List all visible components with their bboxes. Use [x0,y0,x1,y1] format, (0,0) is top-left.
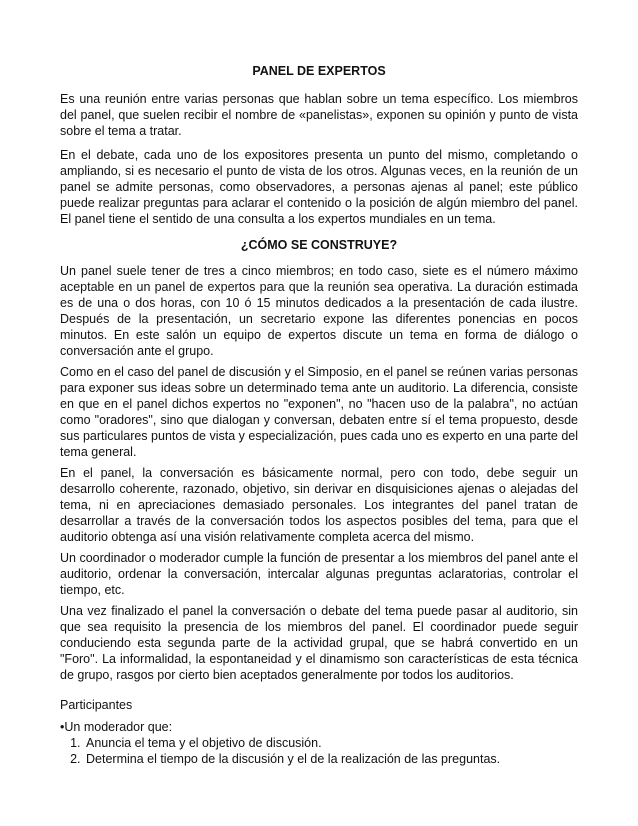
body-paragraph-2: Como en el caso del panel de discusión y el Simposio, en el panel se reúnen varias personas para exponer sus ideas sobre un determinado tema ante un auditorio. La diferencia, consiste en que en el panel dichos expertos no "exponen", no "hacen uso de la palabra", no actúan como "oradores", sino que dialogan y conversan, debaten entre sí el tema propuesto, desde sus particulares puntos de vista y especialización, pues cada uno es experto en una parte del tema general. [60,365,578,459]
body-paragraph-3: En el panel, la conversación es básicamente normal, pero con todo, debe seguir un desarrollo coherente, razonado, objetivo, sin derivar en disquisiciones ajenas o alejadas del tema, ni en apreciaciones demasiado personales. Los integrantes del panel tratan de desarrollar a través de la conversación todos los aspectos posibles del tema, para que el auditorio obtenga así una visión relativamente completa acerca del mismo. [60,466,578,544]
participants-heading: Participantes [60,698,133,712]
intro-paragraph-2: En el debate, cada uno de los expositores presenta un punto del mismo, completando o ampliando, si es necesario el punto de vista de los otros. Algunas veces, en la reunión de un panel se admite personas, como observadores, a personas ajenas al panel; este público puede realizar preguntas para aclarar el contenido o la posición de algún miembro del panel. El panel tiene el sentido de una consulta a los expertos mundiales en un tema. [60,148,578,226]
intro-paragraph-1: Es una reunión entre varias personas que hablan sobre un tema específico. Los miembros del panel, que suelen recibir el nombre de «panelistas», exponen su opinión y punto de vista sobre el tema a tratar. [60,92,578,138]
body-paragraph-4: Un coordinador o moderador cumple la función de presentar a los miembros del panel ante el auditorio, ordenar la conversación, intercalar algunas preguntas aclaratorias, controlar el tiempo, etc. [60,551,578,597]
page-title: PANEL DE EXPERTOS [252,64,386,78]
body-paragraph-5: Una vez finalizado el panel la conversación o debate del tema puede pasar al auditorio, sin que sea requisito la presencia de los miembros del panel. El coordinador puede seguir conduciendo esta segunda parte de la actividad grupal, que se habrá convertido en un "Foro". La informalidad, la espontaneidad y el dinamismo son características de esta técnica de grupo, rasgos por cierto bien aceptados generalmente por todos los auditorios. [60,604,578,682]
moderator-bullet: •Un moderador que: [60,720,173,734]
list-item: 1. Anuncia el tema y el objetivo de discusión. [84,735,578,751]
moderator-list [60,735,578,767]
section-subtitle: ¿CÓMO SE CONSTRUYE? [240,238,398,252]
list-item: 2. Determina el tiempo de la discusión y el de la realización de las preguntas. [84,751,578,767]
body-paragraph-1: Un panel suele tener de tres a cinco miembros; en todo caso, siete es el número máximo aceptable en un panel de expertos para que la reunión sea operativa. La duración estimada es de una o dos horas, con 10 ó 15 minutos dedicados a la presentación de cada ilustre. Después de la presentación, un secretario expone las diferentes ponencias en pocos minutos. En este salón un equipo de expertos discute un tema en forma de diálogo o conversación ante el grupo. [60,264,578,358]
